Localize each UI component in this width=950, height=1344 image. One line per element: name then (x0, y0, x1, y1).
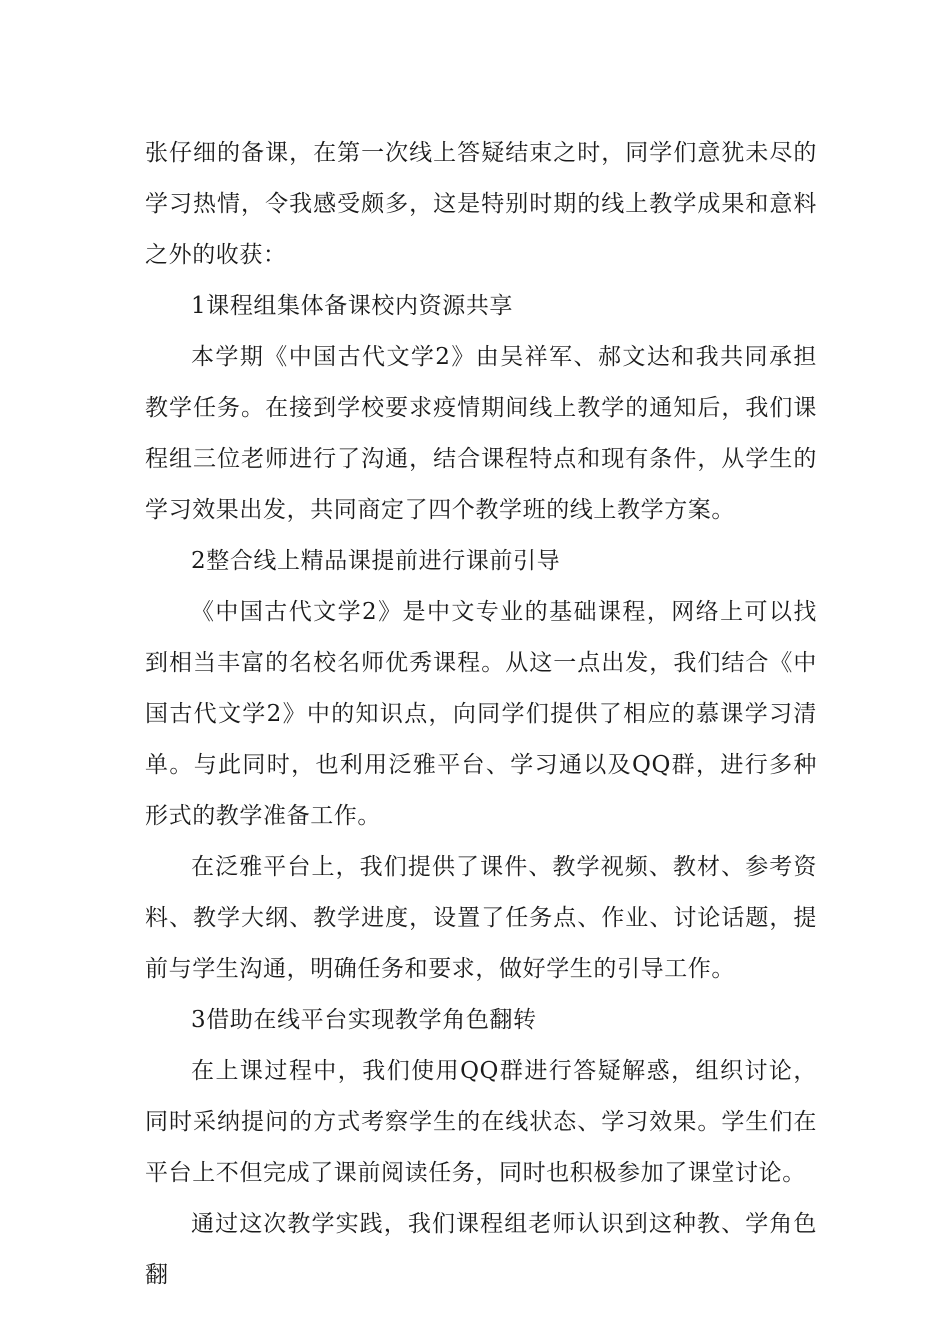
paragraph-online-courses: 《中国古代文学2》是中文专业的基础课程，网络上可以找到相当丰富的名校名师优秀课程。从这一点出发，我们结合《中国古代文学2》中的知识点，向同学们提供了相应的慕课学习清单。与此同时，也利用泛雅平台、学习通以及QQ群，进行多种形式的教学准备工作。 (145, 599, 817, 829)
paragraph-qq-group: 在上课过程中，我们使用QQ群进行答疑解惑，组织讨论，同时采纳提问的方式考察学生的在线状态、学习效果。学生们在平台上不但完成了课前阅读任务，同时也积极参加了课堂讨论。 (145, 1058, 817, 1186)
paragraph-teaching-practice: 通过这次教学实践，我们课程组老师认识到这种教、学角色翻 (145, 1211, 817, 1288)
section-heading-1: 1课程组集体备课校内资源共享 (191, 293, 514, 319)
section-heading-3: 3借助在线平台实现教学角色翻转 (191, 1007, 537, 1033)
section-heading-2: 2整合线上精品课提前进行课前引导 (191, 548, 561, 574)
paragraph-course-team: 本学期《中国古代文学2》由吴祥军、郝文达和我共同承担教学任务。在接到学校要求疫情期间线上教学的通知后，我们课程组三位老师进行了沟通，结合课程特点和现有条件，从学生的学习效果出发，共同商定了四个教学班的线上教学方案。 (145, 344, 817, 523)
paragraph-fanya-platform: 在泛雅平台上，我们提供了课件、教学视频、教材、参考资料、教学大纲、教学进度，设置了任务点、作业、讨论话题，提前与学生沟通，明确任务和要求，做好学生的引导工作。 (145, 854, 817, 982)
document-body (145, 128, 817, 1301)
paragraph-continuation: 张仔细的备课，在第一次线上答疑结束之时，同学们意犹未尽的学习热情，令我感受颇多，这是特别时期的线上教学成果和意料之外的收获： (145, 140, 817, 268)
